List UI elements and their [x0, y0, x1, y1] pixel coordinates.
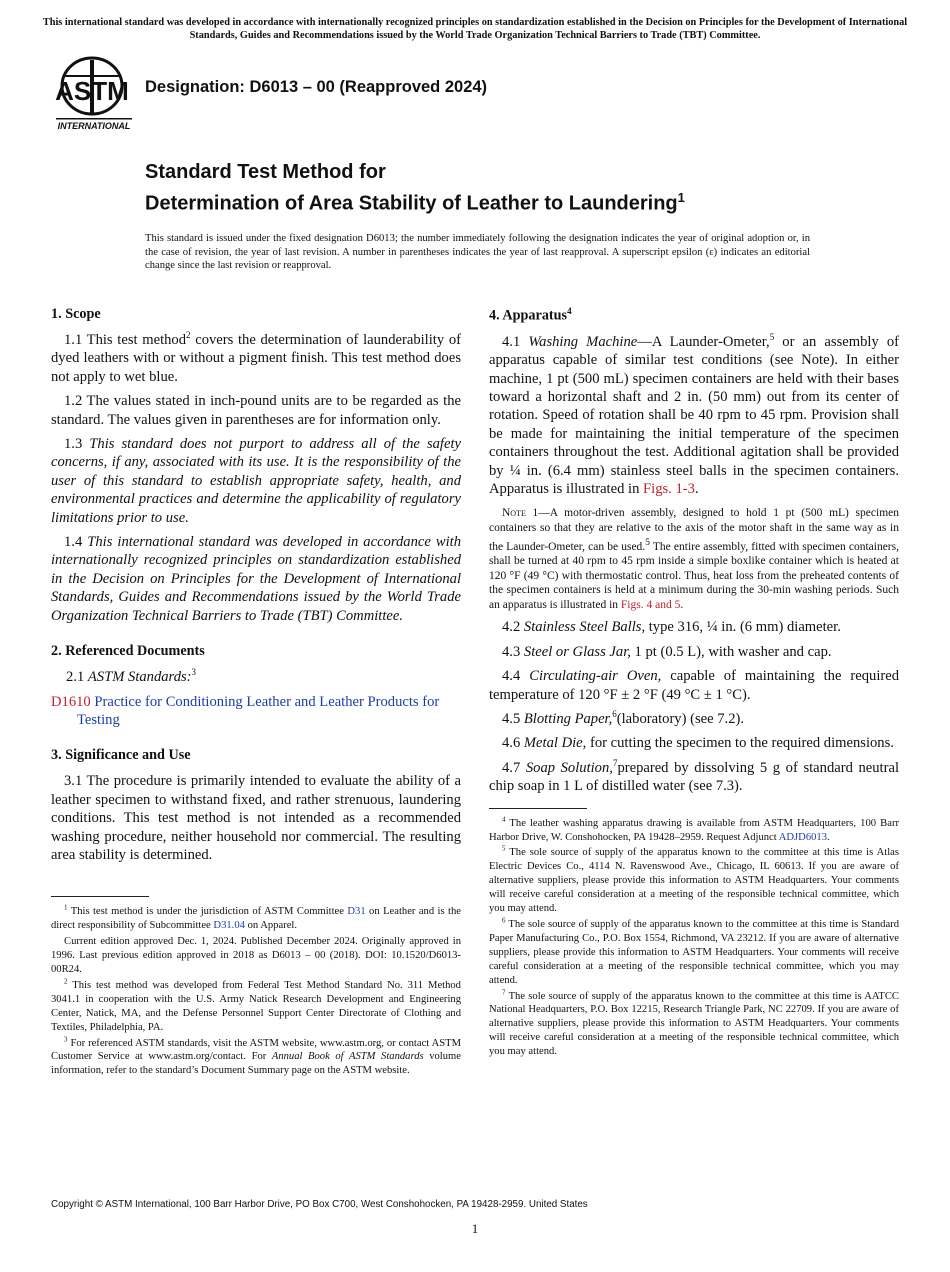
section-heading-apparatus: 4. Apparatus$^4$ — [489, 306, 572, 324]
section-heading-scope: 1. Scope — [51, 306, 101, 322]
paragraph-4-4: 4.4 Circulating-air Oven, capable of maintaining the required temperature of 120 °F ± 2 °F (49 °C ± 1 °C). — [489, 668, 900, 703]
figs-1-3-link[interactable]: Figs. 1-3 — [643, 480, 695, 497]
paragraph-1-3: 1.3 This standard does not purport to address all of the safety concerns, if any, associated with its use. It is the responsibility of the user of this standard to establish appropriate safety, health, and environmental practices and determine the applicability of regulatory limitations prior to use. — [51, 436, 461, 526]
footnote-current-edition: Current edition approved Dec. 1, 2024. Published December 2024. Originally approved in 1996. Last previous edition approved in 2018 as D6013 – 00 (2018). DOI: 10.1520/D6013-00R24. — [51, 936, 461, 975]
adjunct-link[interactable]: ADJD6013 — [778, 831, 828, 843]
note-1: Note 1—A motor-driven assembly, designed to hold 1 pt (500 mL) specimen containers so that they are relative to the axis of the motor shaft in the same way as in the Launder-Ometer, can be used.$^5$ The entire assembly, fitted with specimen containers, shall be turned at 40 rpm to 45 rpm inside a simple boxlike container which is heated at 120 °F (49 °C) with thermostatic control. Thus, heat loss from the preheated contents of the specimen containers is held at a minimum during the 30-min washing periods. Such an apparatus is illustrated in Figs. 4 and 5. — [489, 507, 899, 611]
footnote-7: $^7$ The sole source of supply of the apparatus known to the committee at this time is AATCC National Headquarters, P.O. Box 12215, Research Triangle Park, NC 22709. If you are aware of alternative suppliers, please provide this information to ASTM Headquarters. Your comments will receive careful consideration at a meeting of the responsible technical committee, which you may attend. — [489, 987, 900, 1058]
paragraph-4-5: 4.5 Blotting Paper,$^6$(laboratory) (see 7.2). — [502, 709, 744, 727]
page-title — [145, 160, 685, 217]
logo-subtitle: INTERNATIONAL — [57, 121, 131, 131]
footnote-2: $^2$ This test method was developed from Federal Test Method Standard No. 311 Method 3041.1 in cooperation with the U.S. Army Natick Research Development and Engineering Center, Natick, MA, and the Defense Personnel Support Center Directorate of Clothing and Textiles, Philadelphia, PA. — [51, 977, 461, 1033]
reference-code-link[interactable]: D1610 — [51, 693, 91, 710]
paragraph-4-2: 4.2 Stainless Steel Balls, type 316, ¼ in. (6 mm) diameter. — [502, 619, 841, 636]
reference-title-link[interactable]: Practice for Conditioning Leather and Leather Products for Testing — [77, 693, 440, 728]
footnote-divider — [489, 808, 587, 809]
reference-d1610[interactable] — [51, 693, 461, 730]
figs-4-5-link[interactable]: Figs. 4 and 5 — [620, 598, 681, 611]
footnote-divider — [51, 896, 149, 897]
astm-logo — [52, 56, 136, 132]
footnote-1: $^1$ This test method is under the jurisdiction of ASTM Committee D31 on Leather and is the direct responsibility of Subcommittee D31.04 on Apparel. — [51, 903, 461, 932]
standard-notice: This international standard was developed in accordance with internationally recognized principles on standardization established in the Decision on Principles for the Development of International Standards, Guides and Recommendations issued by the World Trade Organization Technical Barriers to Trade (TBT) Committee. — [42, 17, 908, 41]
footnote-4: $^4$ The leather washing apparatus drawing is available from ASTM Headquarters, 100 Barr Harbor Drive, W. Conshohocken, PA 19428–2959. Request Adjunct ADJD6013. — [489, 815, 899, 843]
section-heading-referenced: 2. Referenced Documents — [51, 643, 205, 660]
paragraph-4-6: 4.6 Metal Die, for cutting the specimen to the required dimensions. — [502, 735, 894, 752]
paragraph-1-2: 1.2 The values stated in inch-pound units are to be regarded as the standard. The values given in parentheses are for information only. — [51, 393, 461, 428]
designation-intro: This standard is issued under the fixed designation D6013; the number immediately following the designation indicates the year of original adoption or, in the case of revision, the year of last revision. A number in parentheses indicates the year of last reapproval. A superscript epsilon (ε) indicates an editorial change since the last revision or reapproval. — [145, 233, 810, 272]
paragraph-2-1: 2.1 ASTM Standards:$^3$ — [66, 667, 197, 686]
astm-logo-icon — [52, 56, 136, 132]
paragraph-4-1: 4.1 Washing Machine—A Launder-Ometer,$^5$ or an assembly of apparatus capable of similar test conditions (see Note). In either machine, 1 pt (500 mL) specimen containers are held with their bases toward a horizontal shaft and 2 in. (50 mm) out from its center of rotation. Speed of rotation shall be 40 rpm to 45 rpm. Provision shall be made for maintaining the initial temperature of the specimen containers throughout the test. Additional agitation shall be provided by ¼ in. (6.4 mm) stainless steel balls in the specimen containers. Apparatus is illustrated in Figs. 1-3. — [489, 331, 900, 497]
paragraph-4-3: 4.3 Steel or Glass Jar, 1 pt (0.5 L), with washer and cap. — [502, 643, 832, 660]
title-line-1: Standard Test Method for — [145, 161, 386, 183]
section-heading-significance: 3. Significance and Use — [51, 747, 191, 764]
footnote-6: $^6$ The sole source of supply of the apparatus known to the committee at this time is Standard Paper Manufacturing Co., P.O. Box 1554, Richmond, VA 23212. If you are aware of alternative suppliers, please provide this information to ASTM Headquarters. Your comments will receive careful consideration at a meeting of the responsible technical committee, which you may attend. — [489, 916, 899, 986]
paragraph-4-7: 4.7 Soap Solution,$^7$prepared by dissolving 5 g of standard neutral chip soap in 1 L of distilled water (see 7.3). — [489, 757, 899, 795]
logo-text: ASTM — [55, 76, 129, 106]
paragraph-3-1: 3.1 The procedure is primarily intended to evaluate the ability of a leather specimen to withstand fixed, and rather strenuous, laundering conditions. This test method is not intended as a recommended washing procedure, neither household nor commercial. The resulting area stability is determined. — [51, 773, 461, 863]
page-number: 1 — [471, 1221, 479, 1236]
copyright-footer: Copyright © ASTM International, 100 Barr Harbor Drive, PO Box C700, West Conshohocken, PA 19428-2959. United States — [51, 1199, 588, 1210]
title-line-2: Determination of Area Stability of Leather to Laundering$^1$ — [145, 190, 685, 215]
paragraph-1-4: 1.4 This international standard was developed in accordance with internationally recognized principles on standardization established in the Decision on Principles for the Development of International Standards, Guides and Recommendations issued by the World Trade Organization Technical Barriers to Trade (TBT) Committee. — [51, 534, 462, 624]
designation: Designation: D6013 – 00 (Reapproved 2024) — [145, 78, 488, 96]
subcommittee-d31-04-link[interactable]: D31.04 — [213, 920, 245, 932]
left-column — [51, 306, 461, 1080]
footnote-5: $^5$ The sole source of supply of the apparatus known to the committee at this time is Atlas Electric Devices Co., 4114 N. Ravenswood Ave., Chicago, IL 60613. If you are aware of alternative suppliers, please provide this information to ASTM Headquarters. Your comments will receive careful consideration at a meeting of the responsible technical committee, which you may attend. — [489, 844, 899, 915]
title-footnote-mark: 1 — [677, 190, 685, 205]
footnote-3: $^3$ For referenced ASTM standards, visit the ASTM website, www.astm.org, or contact ASTM Customer Service at www.astm.org/contact. For Annual Book of ASTM Standards volume information, refer to the standard’s Document Summary page on the ASTM website. — [51, 1034, 462, 1077]
paragraph-1-1: 1.1 This test method$^2$ covers the determination of launderability of dyed leathers with or without a pigment finish. This test method does not apply to wet blue. — [51, 330, 461, 385]
committee-d31-link[interactable]: D31 — [347, 906, 366, 918]
right-column — [489, 306, 899, 1061]
